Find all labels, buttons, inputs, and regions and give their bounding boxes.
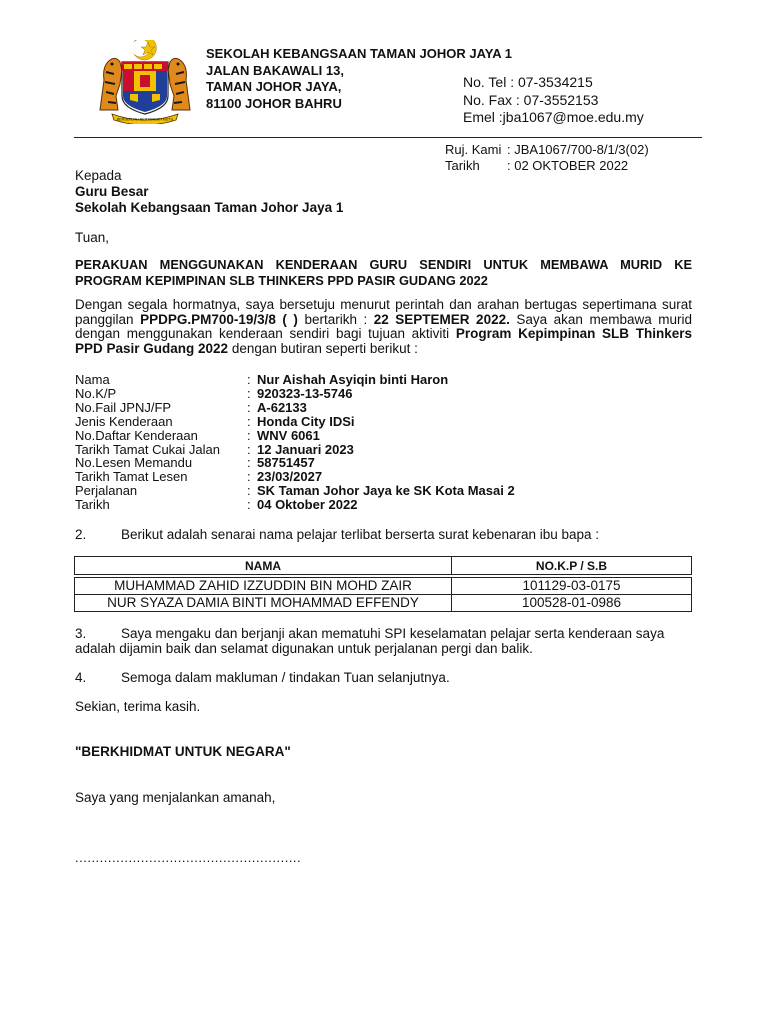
- details-list: [75, 373, 515, 512]
- detail-label: Perjalanan: [75, 483, 138, 499]
- signature-line: .......................................................: [75, 850, 302, 865]
- national-motto: "BERKHIDMAT UNTUK NEGARA": [75, 744, 291, 759]
- paragraph-text: Saya mengaku dan berjanji akan mematuhi SPI keselamatan pelajar serta kenderaan saya: [121, 626, 665, 641]
- student-ic: 100528-01-0986: [452, 595, 692, 612]
- detail-row: No.Fail JPNJ/FP : A-62133: [75, 399, 307, 415]
- detail-label: No.Daftar Kenderaan: [75, 427, 198, 443]
- detail-row: Tarikh Tamat Cukai Jalan : 12 Januari 2023: [75, 441, 354, 457]
- intro-text-4: dengan butiran seperti berikut :: [228, 340, 418, 356]
- student-name: MUHAMMAD ZAHID IZZUDDIN BIN MOHD ZAIR: [75, 578, 452, 595]
- detail-value: 04 Oktober 2022: [257, 497, 358, 513]
- detail-value: Honda City IDSi: [257, 413, 355, 429]
- detail-value: 58751457: [257, 455, 315, 471]
- fax-number: No. Fax : 07-3552153: [463, 91, 599, 108]
- detail-label: Jenis Kenderaan: [75, 413, 173, 429]
- detail-row: Nama : Nur Aishah Asyiqin binti Haron: [75, 372, 449, 387]
- address-line-3: 81100 JOHOR BAHRU: [206, 95, 342, 111]
- detail-label: Tarikh Tamat Cukai Jalan: [75, 441, 220, 457]
- intro-program-name: Program Kepimpinan SLB Thinkers PPD Pasir Gudang 2022: [75, 326, 692, 356]
- paragraph-text-continued: adalah dijamin baik dan selamat digunakan untuk perjalanan pergi dan balik.: [75, 641, 533, 656]
- coat-of-arms-logo: [94, 40, 196, 124]
- detail-value: Nur Aishah Asyiqin binti Haron: [257, 372, 449, 387]
- ref-value: : JBA1067/700-8/1/3(02): [507, 142, 649, 157]
- detail-label: Tarikh Tamat Lesen: [75, 469, 188, 485]
- recipient-block: [75, 168, 343, 216]
- table-header-row: [75, 557, 692, 575]
- detail-label: No.Fail JPNJ/FP: [75, 399, 172, 415]
- recipient-org: Sekolah Kebangsaan Taman Johor Jaya 1: [75, 200, 344, 215]
- crest-motto: BERSEKUTU BERTAMBAH MUTU: [116, 117, 174, 122]
- detail-value: A-62133: [257, 399, 307, 415]
- detail-row: Jenis Kenderaan : Honda City IDSi: [75, 413, 355, 429]
- detail-row: Perjalanan : SK Taman Johor Jaya ke SK Kota Masai 2: [75, 483, 515, 499]
- student-ic: 101129-03-0175: [452, 578, 692, 595]
- paragraph-number: 2.: [75, 527, 87, 542]
- table-row: [75, 578, 692, 595]
- paragraph-4: [75, 670, 450, 686]
- sign-off: Saya yang menjalankan amanah,: [75, 790, 276, 805]
- recipient-title: Guru Besar: [75, 184, 149, 199]
- column-header-name: NAMA: [75, 557, 452, 575]
- detail-label: No.K/P: [75, 385, 117, 401]
- intro-text-2: bertarikh :: [297, 311, 374, 327]
- detail-value: SK Taman Johor Jaya ke SK Kota Masai 2: [257, 483, 515, 499]
- closing-text: Sekian, terima kasih.: [75, 699, 201, 714]
- students-table: [74, 556, 692, 612]
- school-name: SEKOLAH KEBANGSAAN TAMAN JOHOR JAYA 1: [206, 46, 513, 61]
- address-line-2: TAMAN JOHOR JAYA,: [206, 79, 342, 94]
- detail-value: WNV 6061: [257, 427, 320, 443]
- detail-row: Tarikh : 04 Oktober 2022: [75, 497, 358, 513]
- letter-subject: PERAKUAN MENGGUNAKAN KENDERAAN GURU SENDIRI UNTUK MEMBAWA MURID KE PROGRAM KEPIMPINAN SLB THINKERS PPD PASIR GUDANG 2022: [75, 257, 692, 288]
- detail-label: No.Lesen Memandu: [75, 455, 193, 471]
- intro-text-1: Dengan segala hormatnya, saya bersetuju menurut perintah dan arahan bertugas sepertimana surat panggilan: [75, 297, 692, 327]
- intro-text-3: Saya akan membawa murid dengan menggunakan kenderaan sendiri bagi tujuan aktiviti: [75, 311, 692, 341]
- detail-value: 23/03/2027: [257, 469, 323, 485]
- paragraph-2: [75, 527, 599, 543]
- detail-row: Tarikh Tamat Lesen : 23/03/2027: [75, 469, 323, 485]
- date-value: : 02 OKTOBER 2022: [507, 158, 629, 173]
- salutation: Tuan,: [75, 230, 110, 245]
- phone-number: No. Tel : 07-3534215: [463, 74, 593, 90]
- date-label: Tarikh: [445, 158, 480, 173]
- reference-block: [445, 142, 649, 174]
- column-header-ic: NO.K.P / S.B: [452, 557, 692, 575]
- recipient-kepada: Kepada: [75, 168, 122, 183]
- intro-circular-ref: PPDPG.PM700-19/3/8 ( ): [140, 311, 298, 327]
- paragraph-number: 3.: [75, 626, 87, 641]
- detail-value: 920323-13-5746: [257, 385, 353, 401]
- table-row: [75, 595, 692, 612]
- intro-circular-date: 22 SEPTEMER 2022.: [373, 311, 510, 327]
- paragraph-text: Semoga dalam makluman / tindakan Tuan selanjutnya.: [121, 670, 450, 685]
- paragraph-number: 4.: [75, 670, 87, 685]
- paragraph-text: Berikut adalah senarai nama pelajar terlibat berserta surat kebenaran ibu bapa :: [121, 527, 600, 542]
- detail-row: No.K/P : 920323-13-5746: [75, 385, 353, 401]
- intro-paragraph: [75, 298, 692, 356]
- detail-label: Tarikh: [75, 497, 110, 513]
- student-name: NUR SYAZA DAMIA BINTI MOHAMMAD EFFENDY: [75, 595, 452, 612]
- paragraph-3: [75, 626, 664, 656]
- email-address: Emel :jba1067@moe.edu.my: [463, 109, 644, 125]
- detail-value: 12 Januari 2023: [257, 441, 354, 457]
- header-divider: [74, 137, 702, 138]
- detail-row: No.Lesen Memandu : 58751457: [75, 455, 315, 471]
- ref-label: Ruj. Kami: [445, 142, 502, 157]
- detail-label: Nama: [75, 372, 110, 387]
- detail-row: No.Daftar Kenderaan : WNV 6061: [75, 427, 320, 443]
- address-line-1: JALAN BAKAWALI 13,: [206, 62, 344, 78]
- contact-info: [463, 74, 644, 127]
